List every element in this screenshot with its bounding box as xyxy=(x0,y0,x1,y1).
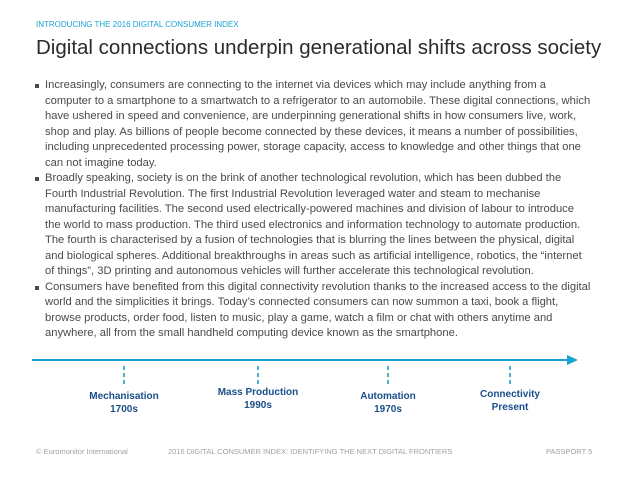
revolution-timeline xyxy=(32,352,578,422)
milestone-mass-production xyxy=(198,386,318,412)
paragraph-text: Consumers have benefited from this digital connectivity revolution thanks to the increased access to the digital world and the simplicities it brings. Today’s connected consumers can now summon a taxi, book a flight, browse products, order food, listen to music, play a game, watch a film or chat with others anytime and anywhere, all from the small handheld computing device known as the smartphone. xyxy=(45,280,591,339)
paragraph-text: Broadly speaking, society is on the brink of another technological revolution, which has been dubbed the Fourth Industrial Revolution. The first Industrial Revolution leveraged water and steam to mechanise manufacturing facilities. The second used electrically-powered machines and division of labour to introduce the world to mass production. The third used electronics and information technology to automate production. The fourth is characterised by a fusion of technologies that is blurring the lines between the physical, digital and biological spheres. Additional breakthroughs in areas such as artificial intelligence, robotics, the “internet of things”, 3D printing and autonomous vehicles will further accelerate this technological revolution. xyxy=(45,172,582,277)
bullet-icon xyxy=(35,84,39,88)
timeline-arrow-icon xyxy=(567,355,578,365)
bullet-icon xyxy=(35,177,39,181)
bullet-paragraph-2 xyxy=(32,171,592,280)
bullet-paragraph-3 xyxy=(32,280,592,342)
bullet-icon xyxy=(35,286,39,290)
milestone-connectivity xyxy=(450,388,570,414)
footer-copyright: © Euromonitor International xyxy=(36,447,128,456)
bullet-paragraph-1 xyxy=(32,78,592,171)
milestone-period: Present xyxy=(491,402,529,413)
body-text xyxy=(32,78,592,342)
milestone-name: Connectivity xyxy=(479,389,540,400)
milestone-period: 1700s xyxy=(110,404,138,415)
milestone-period: 1990s xyxy=(244,400,272,411)
section-eyebrow: INTRODUCING THE 2016 DIGITAL CONSUMER INDEX xyxy=(36,20,239,29)
milestone-name: Mass Production xyxy=(217,387,299,398)
milestone-period: 1970s xyxy=(374,404,402,415)
milestone-mechanisation xyxy=(64,390,184,416)
footer-page-number: PASSPORT 5 xyxy=(546,447,593,456)
milestone-automation xyxy=(328,390,448,416)
footer-report-title: 2016 DIGITAL CONSUMER INDEX: IDENTIFYING THE NEXT DIGITAL FRONTIERS xyxy=(168,447,453,456)
milestone-name: Automation xyxy=(360,391,416,402)
paragraph-text: Increasingly, consumers are connecting to the internet via devices which may include anything from a computer to a smartphone to a smartwatch to a refrigerator to an automobile. These digital connections, which have ushered in speed and convenience, are underpinning generational shifts in how consumers live, work, shop and play. As billions of people become connected by these devices, it means a number of possibilities, including unprecedented processing power, storage capacity, access to knowledge and other things that one can not imagine today. xyxy=(45,79,591,169)
page-title: Digital connections underpin generational shifts across society xyxy=(36,36,602,59)
milestone-name: Mechanisation xyxy=(89,391,159,402)
